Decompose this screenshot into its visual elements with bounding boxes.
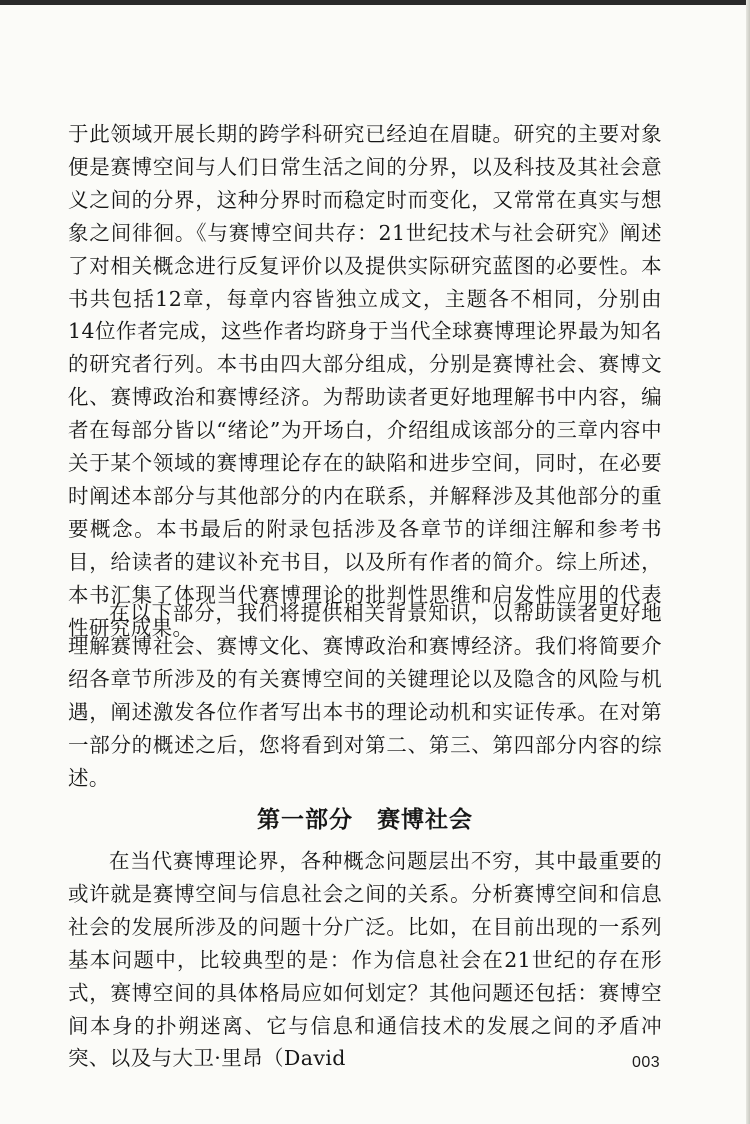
page-number: 003 xyxy=(632,1054,661,1071)
paragraph-3: 在当代赛博理论界，各种概念问题层出不穷，其中最重要的或许就是赛博空间与信息社会之间的关系。分析赛博空间和信息社会的发展所涉及的问题十分广泛。比如，在目前出现的一系列基本问题中，比较典型的是：作为信息社会在21世纪的存在形式，赛博空间的具体格局应如何划定？其他问题还包括：赛博空间本身的扑朔迷离、它与信息和通信技术的发展之间的矛盾冲突、以及与大卫·里昂（David xyxy=(68,849,662,1071)
paragraph-2: 在以下部分，我们将提供相关背景知识，以帮助读者更好地理解赛博社会、赛博文化、赛博政治和赛博经济。我们将简要介绍各章节所涉及的有关赛博空间的关键理论以及隐含的风险与机遇，阐述激发各位作者写出本书的理论动机和实证传承。在对第一部分的概述之后，您将看到对第二、第三、第四部分内容的综述。 xyxy=(68,601,662,790)
body-text-block-3 xyxy=(68,845,662,1075)
page-top-border xyxy=(0,0,750,5)
body-text-block-2 xyxy=(68,597,662,794)
paragraph-1: 于此领域开展长期的跨学科研究已经迫在眉睫。研究的主要对象便是赛博空间与人们日常生活之间的分界，以及科技及其社会意义之间的分界，这种分界时而稳定时而变化，又常常在真实与想象之间徘徊。《与赛博空间共存：21世纪技术与社会研究》阐述了对相关概念进行反复评价以及提供实际研究蓝图的必要性。本书共包括12章，每章内容皆独立成文，主题各不相同，分别由14位作者完成，这些作者均跻身于当代全球赛博理论界最为知名的研究者行列。本书由四大部分组成，分别是赛博社会、赛博文化、赛博政治和赛博经济。为帮助读者更好地理解书中内容，编者在每部分皆以“绪论”为开场白，介绍组成该部分的三章内容中关于某个领域的赛博理论存在的缺陷和进步空间，同时，在必要时阐述本部分与其他部分的内在联系，并解释涉及其他部分的重要概念。本书最后的附录包括涉及各章节的详细注解和参考书目，给读者的建议补充书目，以及所有作者的简介。综上所述，本书汇集了体现当代赛博理论的批判性思维和启发性应用的代表性研究成果。 xyxy=(68,122,662,640)
section-title: 第一部分 赛博社会 xyxy=(257,807,473,834)
body-text-block-1 xyxy=(68,118,662,645)
page-right-edge xyxy=(746,0,750,1124)
